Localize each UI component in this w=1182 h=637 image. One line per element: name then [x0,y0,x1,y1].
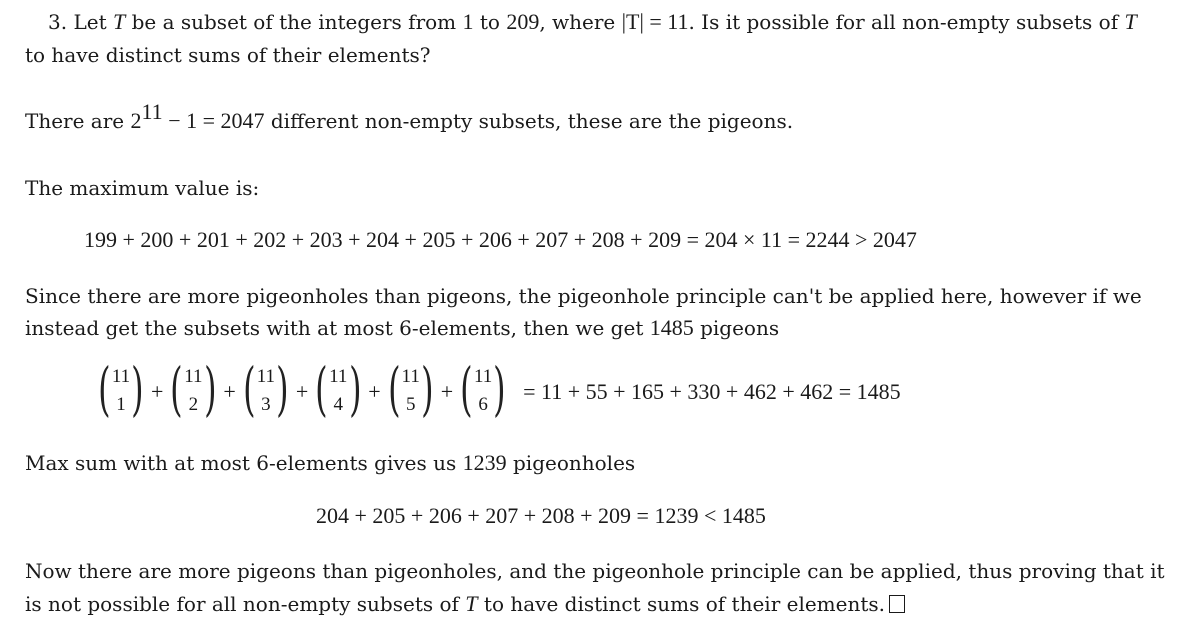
plus-sign: + [295,379,309,404]
cardinality-expression: |T| = 11 [621,9,689,34]
binomial-term: ( 11 1 ) [98,355,144,423]
set-symbol: T [112,9,126,34]
problem-line-1 [48,9,1137,35]
problem-text: Let [73,10,113,34]
binomial-term: ( 11 6 ) [460,355,507,423]
pigeonhole-sentence-2 [25,315,779,341]
problem-text: . Is it possible for all non-empty subsets of [688,10,1125,34]
pigeonhole-sentence-1: Since there are more pigeonholes than pigeons, the pigeonhole principle can't be applied here, however if we [25,284,1142,308]
conclusion-line-2 [25,591,905,617]
binomial-equation [95,355,905,424]
set-symbol: T [1124,9,1137,34]
math-number: 209 [506,9,540,34]
six-element-sum-equation: 204 + 205 + 206 + 207 + 208 + 209 = 1239 < 1485 [316,503,766,528]
math-number: 1485 [649,315,694,340]
text: is not possible for all non-empty subsets of [25,592,466,616]
text: pigeons [693,316,780,340]
math-expression: − 1 = 2047 [162,108,265,133]
text: pigeonholes [506,451,636,475]
pigeons-sentence [25,99,794,134]
exponent: 11 [141,99,163,124]
text: There are [25,109,131,133]
math-number: 2 [130,108,142,133]
pigeonholes-sentence [25,450,635,476]
max-value-label: The maximum value is: [25,176,260,200]
qed-square-icon [889,595,905,613]
math-number: 1 [462,9,474,34]
set-symbol: T [465,591,478,616]
problem-text: be a subset of the integers from [125,10,463,34]
math-number: 1239 [462,450,507,475]
max-sum-equation: 199 + 200 + 201 + 202 + 203 + 204 + 205 + 206 + 207 + 208 + 209 = 204 × 11 = 2244 > 2047 [84,227,917,252]
problem-text: to [473,10,507,34]
plus-sign: + [368,379,381,404]
plus-sign: + [440,379,454,404]
problem-line-2: to have distinct sums of their elements? [25,43,431,67]
text: instead get the subsets with at most 6-elements, then we get [25,316,650,340]
plus-sign: + [151,379,164,404]
text: to have distinct sums of their elements. [477,592,886,616]
problem-number: 3. [48,10,68,34]
binomial-term: ( 11 3 ) [242,355,289,423]
text: Max sum with at most 6-elements gives us [25,451,463,475]
conclusion-line-1: Now there are more pigeons than pigeonholes, and the pigeonhole principle can be applied, thus proving that it [25,559,1165,583]
plus-sign: + [223,379,236,404]
binomial-term: ( 11 4 ) [315,355,362,423]
binomial-term: ( 11 5 ) [387,355,434,423]
binomial-term: ( 11 2 ) [170,355,217,423]
text: different non-empty subsets, these are the pigeons. [264,109,794,133]
binomial-sum-result: = 11 + 55 + 165 + 330 + 462 + 462 = 1485 [523,379,901,404]
problem-text: , where [539,10,622,34]
